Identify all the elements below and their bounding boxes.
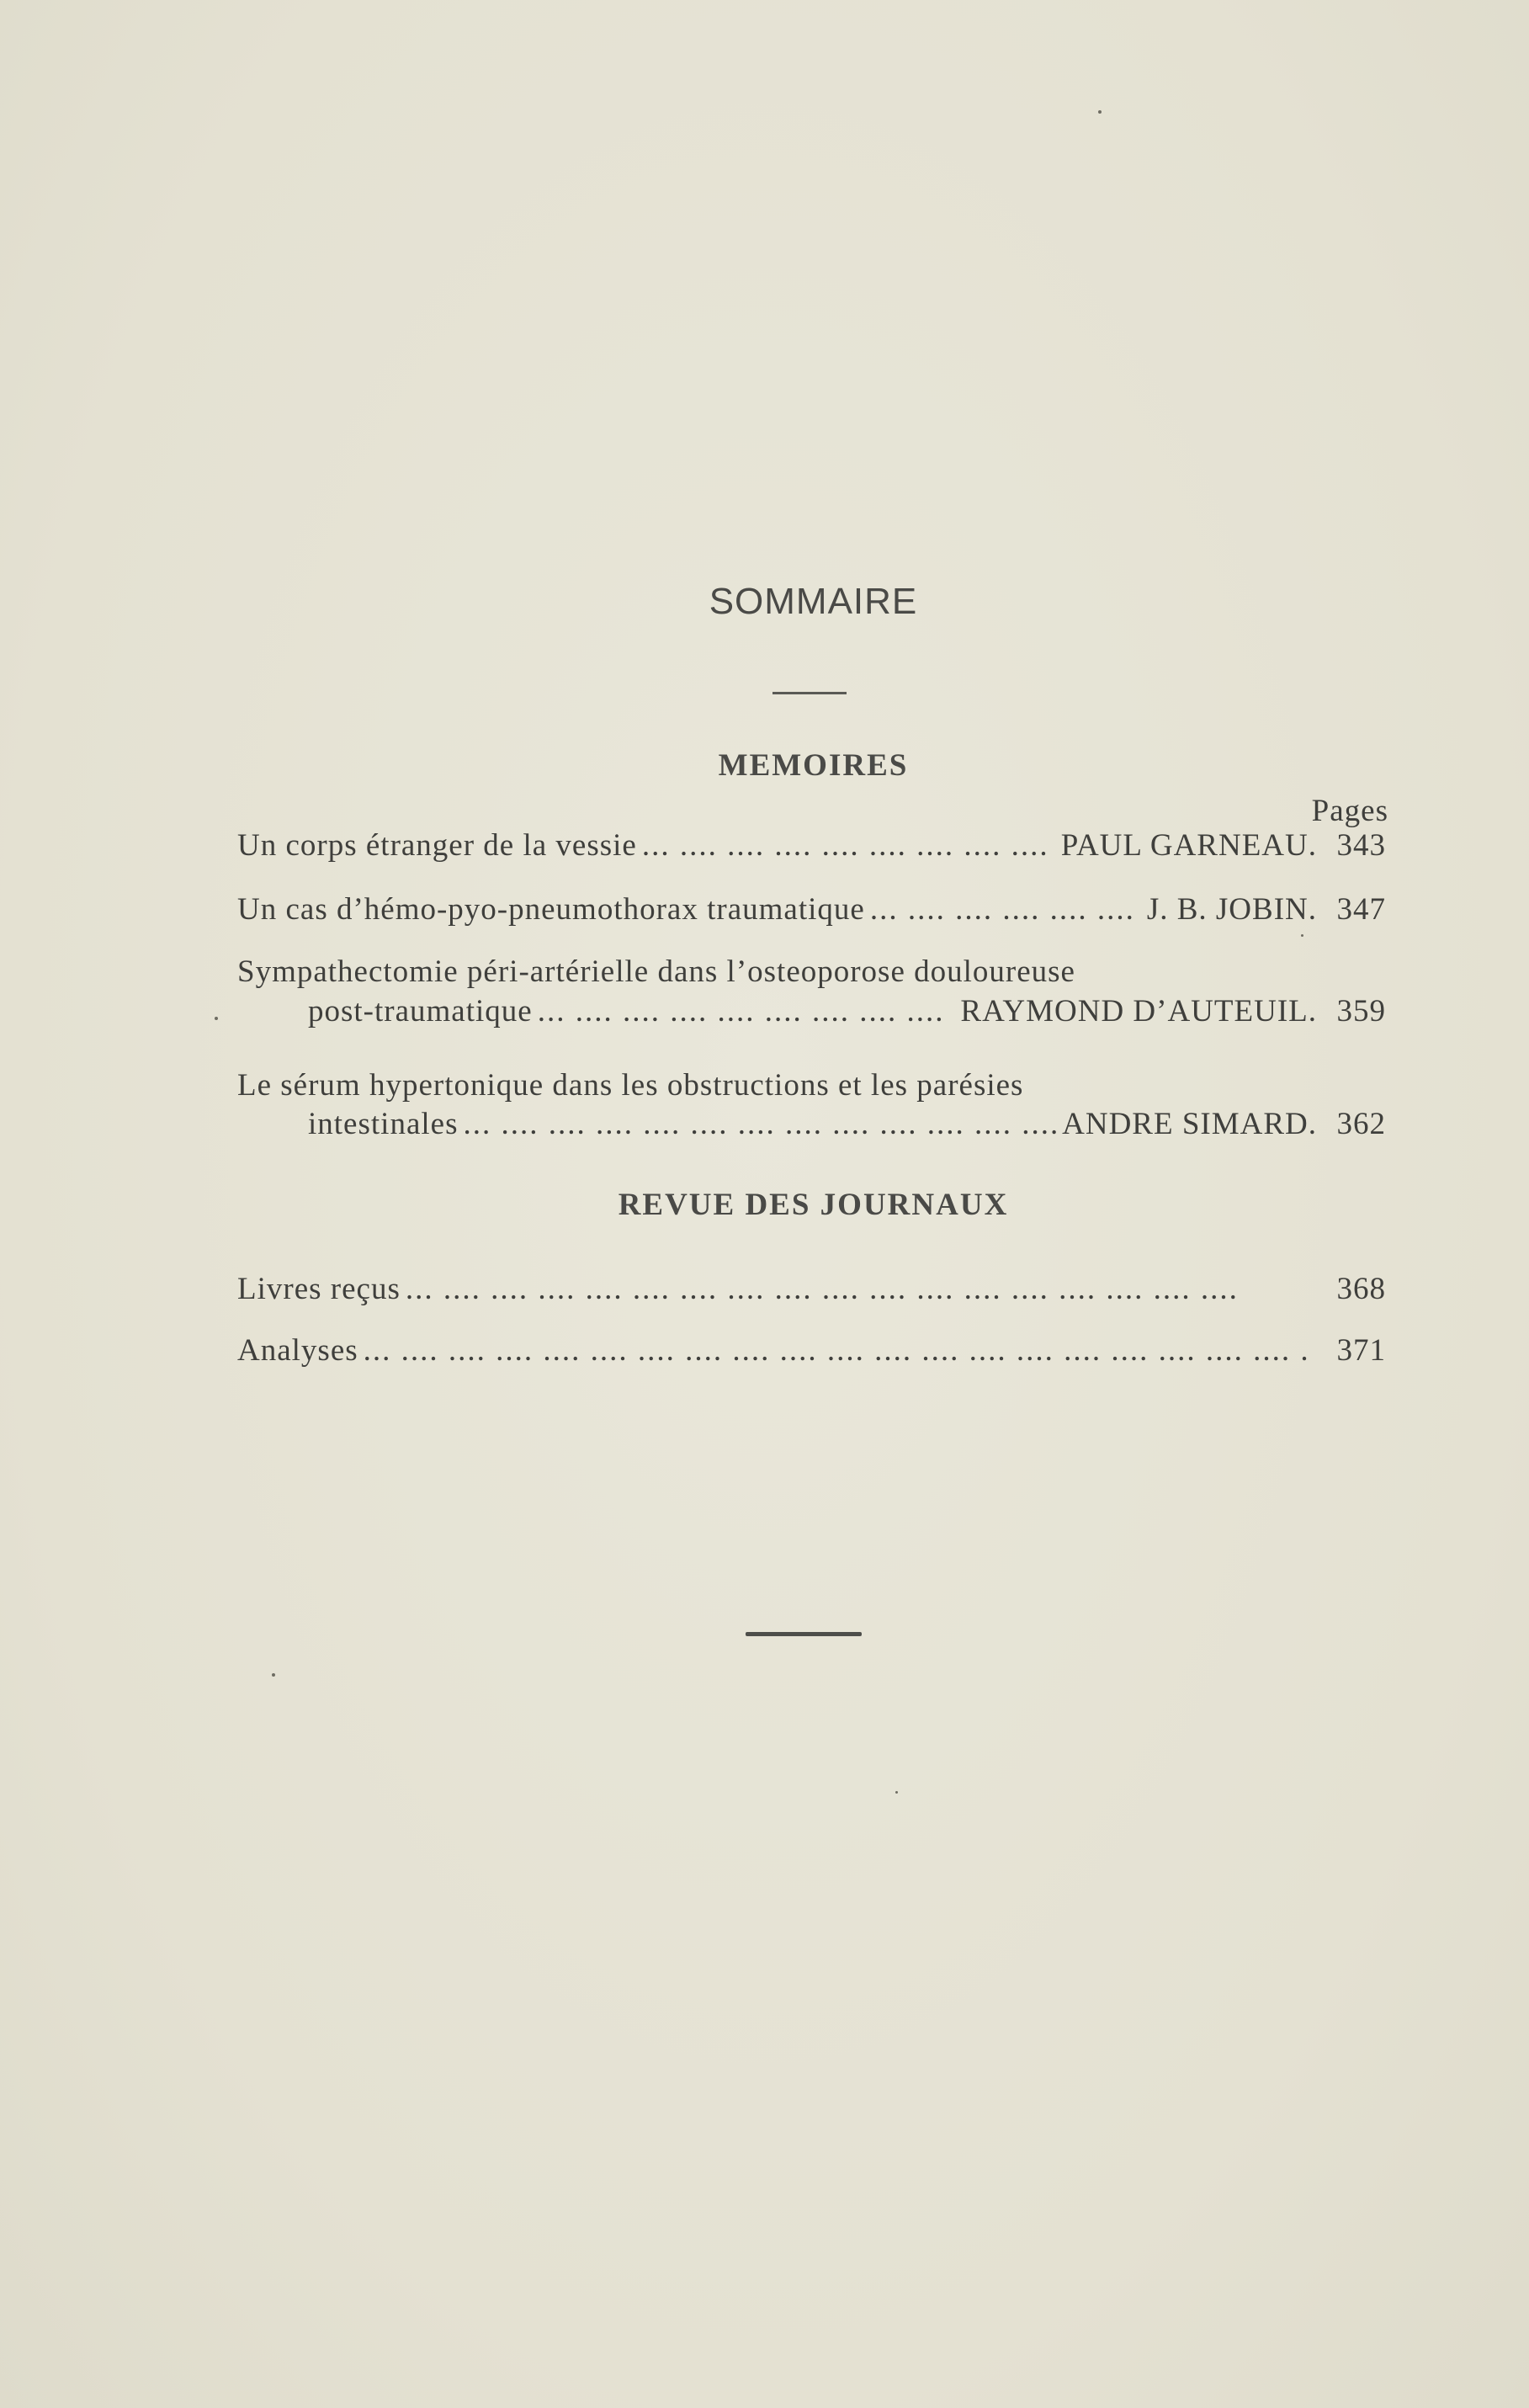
- entry-page: 347: [1336, 892, 1386, 927]
- toc-entry[interactable]: [308, 1106, 1386, 1146]
- paper-speck: [1098, 110, 1102, 114]
- toc-entry[interactable]: [237, 827, 1386, 868]
- toc-entry[interactable]: [237, 891, 1386, 932]
- toc-entry[interactable]: [308, 993, 1386, 1034]
- section-heading-memoires: MEMOIRES: [718, 748, 909, 783]
- entry-title: Analyses: [237, 1333, 358, 1368]
- leader-dots: [642, 827, 1056, 864]
- entry-title: post-traumatique: [308, 994, 533, 1029]
- page-title: SOMMAIRE: [709, 581, 918, 622]
- entry-author: PAUL GARNEAU.: [1060, 828, 1317, 863]
- entry-author: J. B. JOBIN.: [1146, 892, 1317, 927]
- pages-column-label: Pages: [1311, 794, 1388, 828]
- entry-page: 371: [1336, 1333, 1386, 1368]
- entry-title: Un cas d’hémo-pyo-pneumothorax traumatique: [237, 892, 865, 927]
- leader-dots: [463, 1106, 1057, 1142]
- entry-title: Un corps étranger de la vessie: [237, 828, 637, 863]
- toc-entry[interactable]: [237, 1332, 1386, 1373]
- paper-speck: [1301, 934, 1303, 937]
- leader-dots: [870, 891, 1142, 928]
- paper-speck: [895, 1791, 898, 1794]
- entry-page: 343: [1336, 828, 1386, 863]
- section-heading-revue-des-journaux: REVUE DES JOURNAUX: [618, 1188, 1009, 1222]
- entry-title-line: Sympathectomie péri-artérielle dans l’osteoporose douloureuse: [237, 954, 1075, 989]
- leader-dots: [406, 1271, 1241, 1307]
- entry-page: 362: [1336, 1107, 1386, 1141]
- entry-title: Livres reçus: [237, 1272, 401, 1306]
- entry-page: 368: [1336, 1272, 1386, 1306]
- paper-speck: [215, 1017, 218, 1020]
- closing-rule: [746, 1632, 862, 1636]
- entry-author: ANDRE SIMARD.: [1062, 1107, 1317, 1141]
- entry-page: 359: [1336, 994, 1386, 1029]
- title-divider: [772, 692, 847, 694]
- paper-speck: [272, 1673, 275, 1677]
- entry-title-line: Le sérum hypertonique dans les obstructions et les parésies: [237, 1068, 1024, 1103]
- toc-entry[interactable]: [237, 1271, 1386, 1311]
- leader-dots: [364, 1332, 1312, 1369]
- entry-author: RAYMOND D’AUTEUIL.: [960, 994, 1317, 1029]
- entry-title: intestinales: [308, 1107, 459, 1141]
- leader-dots: [538, 993, 956, 1029]
